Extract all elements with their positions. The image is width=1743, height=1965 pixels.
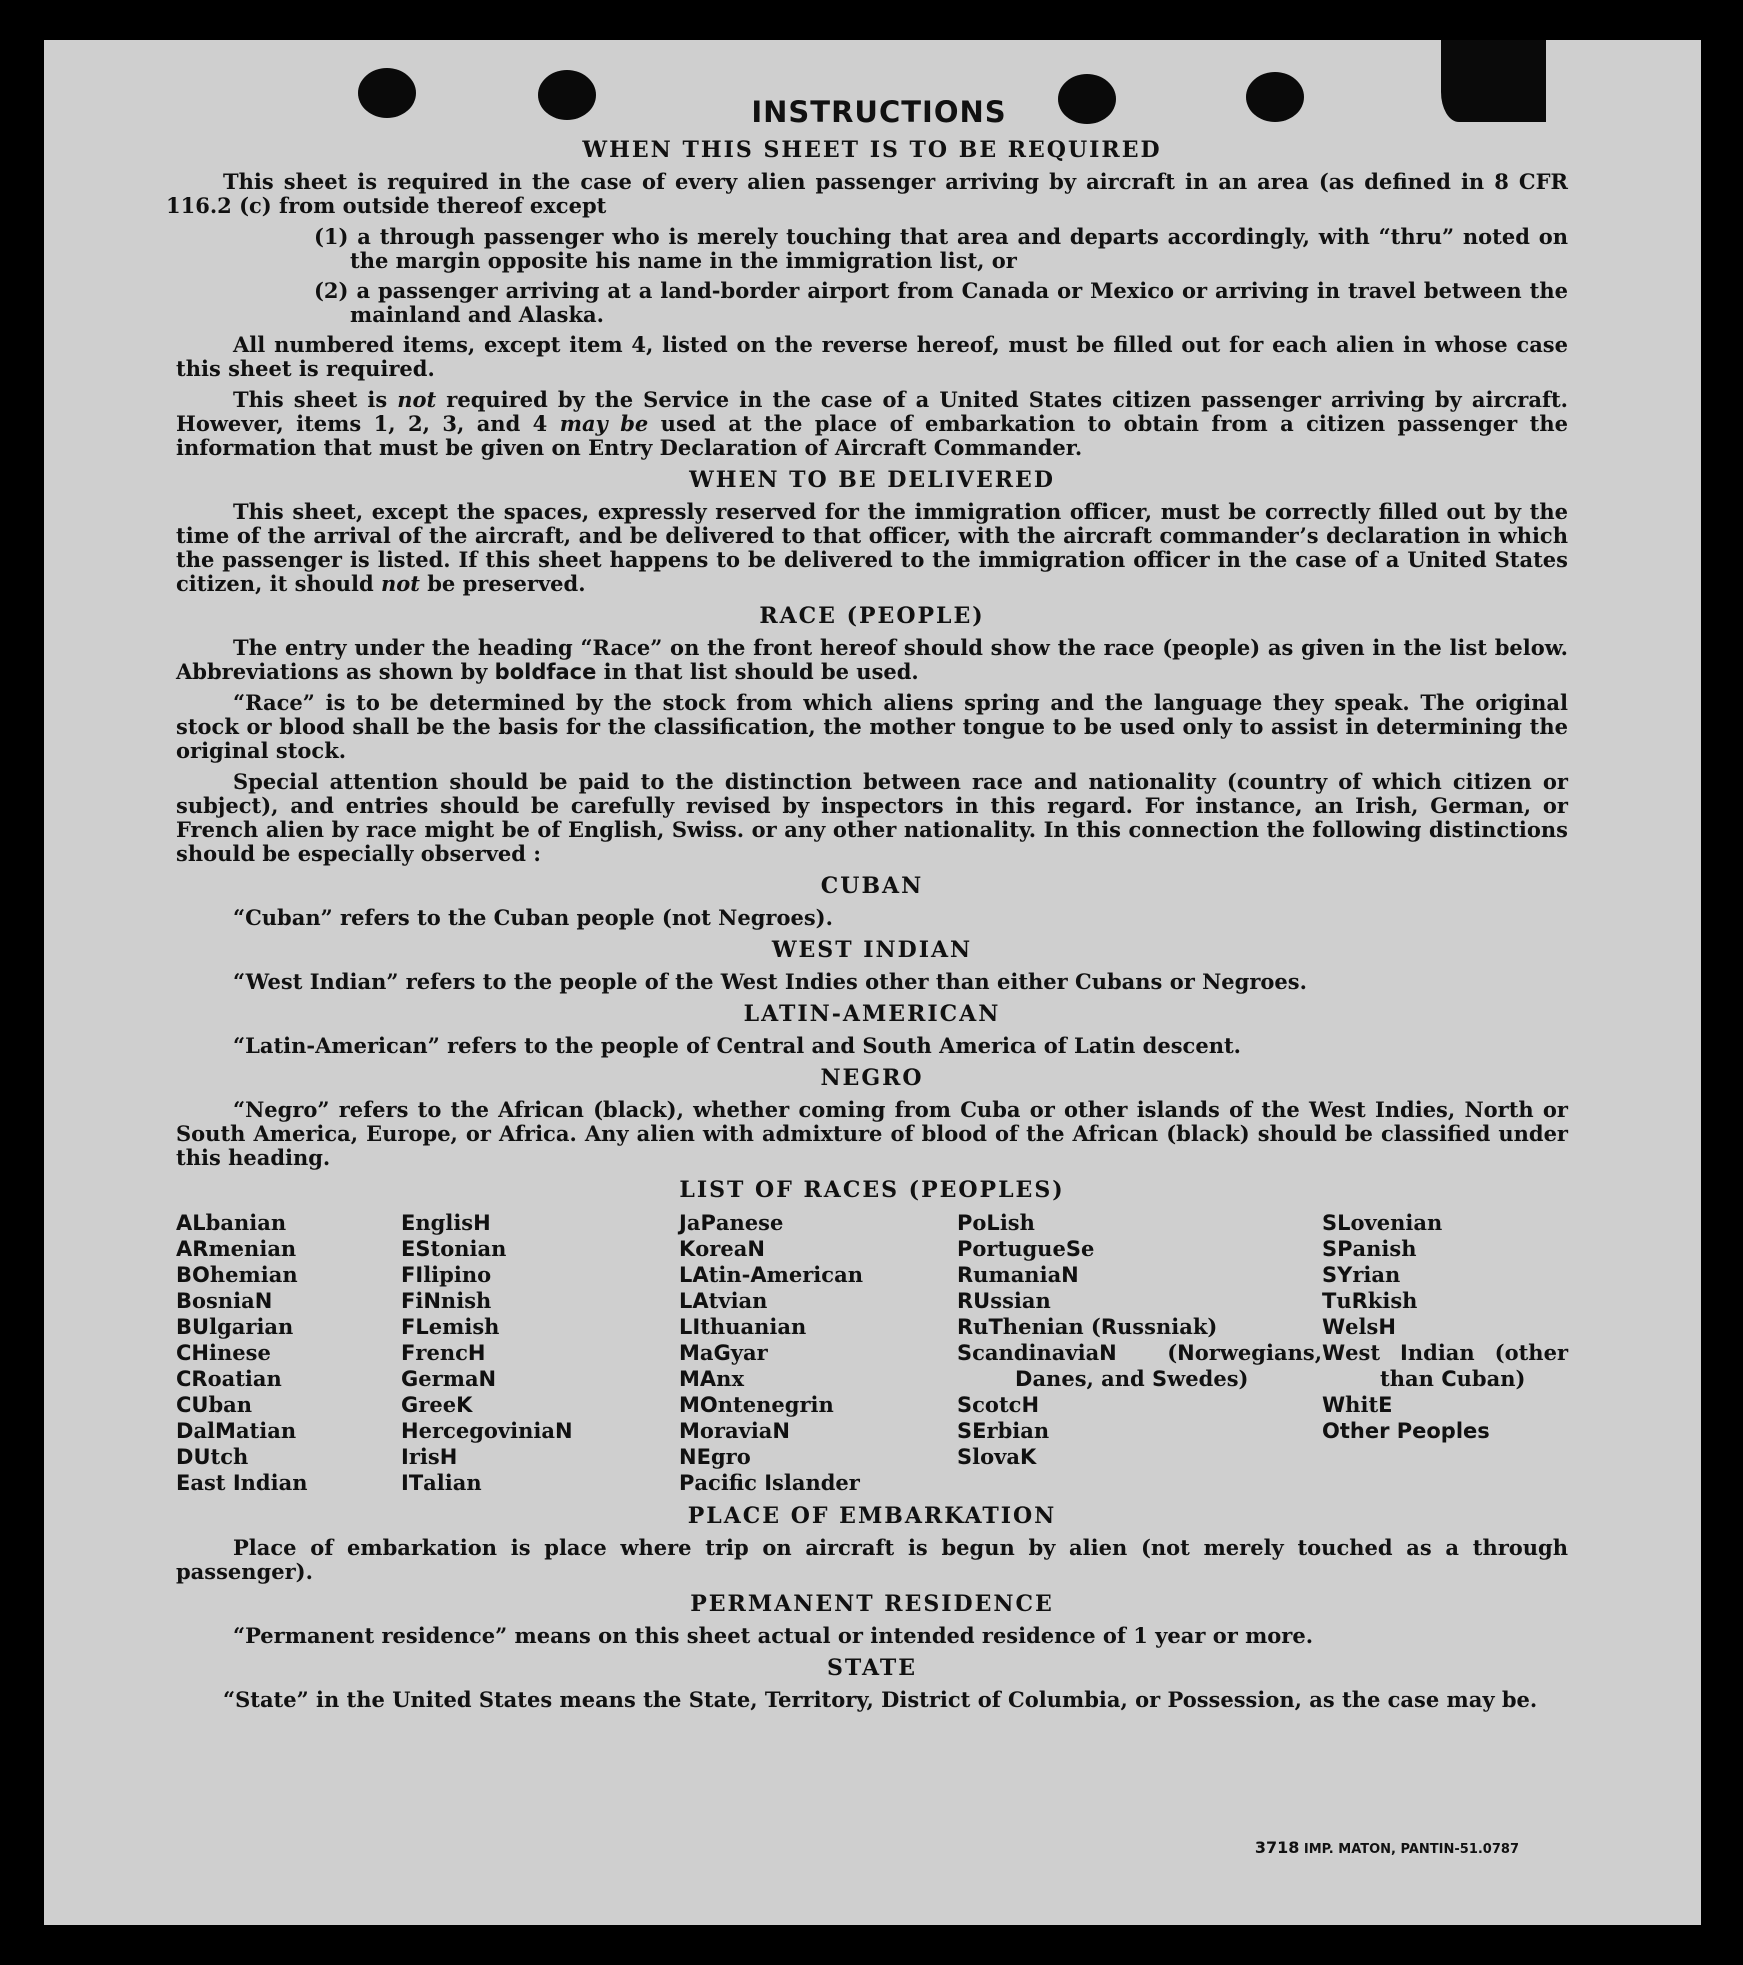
race-entry: MaGyar [679,1340,768,1365]
paragraph: Place of embarkation is place where trip on aircraft is begun by alien (not merely touched as a through passenger). [176,1535,1568,1584]
race-entry: EStonian [401,1236,507,1261]
paragraph: “Latin-American” refers to the people of Central and South America of Latin descent. [233,1033,1241,1058]
race-entry: JaPanese [679,1210,784,1235]
race-entry: East Indian [176,1470,308,1495]
heading-list-of-races: LIST OF RACES (PEOPLES) [679,1177,1065,1203]
race-entry: MAnx [679,1366,744,1391]
printer-imprint [1255,1838,1519,1857]
heading-when-delivered: WHEN TO BE DELIVERED [689,467,1055,493]
paragraph: This sheet is not required by the Service in the case of a United States citizen passenger arriving by aircraft. However, items 1, 2, 3, and 4 may be used at the place of embarkation to obtain from a citizen passenger the information that must be given on Entry Declaration of Aircraft Commander. [176,387,1568,460]
race-entry: WelsH [1322,1314,1396,1339]
races-column [679,1210,957,1496]
race-entry: LIthuanian [679,1314,807,1339]
race-entry: LAtin-American [679,1262,863,1287]
races-column [1322,1210,1568,1496]
heading-embarkation: PLACE OF EMBARKATION [687,1503,1057,1529]
paragraph: “West Indian” refers to the people of the West Indies other than either Cubans or Negroes. [233,969,1307,994]
heading-negro: NEGRO [820,1065,924,1091]
heading-west-indian: WEST INDIAN [771,937,973,963]
paragraph: “Cuban” refers to the Cuban people (not Negroes). [233,905,833,930]
paragraph: This sheet, except the spaces, expressly reserved for the immigration officer, must be correctly filled out by the time of the arrival of the aircraft, and be delivered to that officer, with the aircraft commander’s declaration in which the passenger is listed. If this sheet happens to be delivered to the immigration officer in the case of a United States citizen, it should not be preserved. [176,499,1568,596]
race-entry: PoLish [957,1210,1035,1235]
heading-state: STATE [826,1655,918,1681]
races-list [176,1210,1568,1496]
paragraph: “Permanent residence” means on this sheet actual or intended residence of 1 year or more. [233,1623,1314,1648]
races-column [176,1210,401,1496]
form-number: 3718 [1254,1838,1300,1857]
heading-residence: PERMANENT RESIDENCE [690,1591,1054,1617]
paragraph: This sheet is required in the case of every alien passenger arriving by aircraft in an area (as defined in 8 CFR 116.2 (c) from outside thereof except [166,169,1568,218]
race-entry: SlovaK [957,1444,1037,1469]
race-entry: MoraviaN [679,1418,790,1443]
races-column [957,1210,1322,1496]
list-item: (2) a passenger arriving at a land-border airport from Canada or Mexico or arriving in travel between the mainland and Alaska. [314,278,1568,327]
races-column [401,1210,679,1496]
heading-race: RACE (PEOPLE) [759,603,985,629]
race-entry: RumaniaN [957,1262,1079,1287]
heading-latin-american: LATIN-AMERICAN [743,1001,1001,1027]
race-entry: ALbanian [176,1210,287,1235]
paragraph: “State” in the United States means the State, Territory, District of Columbia, or Possession, as the case may be. [223,1687,1538,1712]
paragraph: “Race” is to be determined by the stock from which aliens spring and the language they speak. The original stock or blood shall be the basis for the classification, the mother tongue to be used only to assist in determining the original stock. [176,690,1568,763]
race-entry: Pacifc Islander [679,1470,860,1495]
race-entry: GermaN [401,1366,497,1391]
instructions-text [166,95,1569,1719]
race-entry: FrencH [401,1340,486,1365]
race-entry: NEgro [679,1444,751,1469]
race-entry: TuRkish [1322,1288,1418,1313]
race-entry: RUssian [957,1288,1051,1313]
race-entry: ITalian [401,1470,482,1495]
paragraph: The entry under the heading “Race” on the front hereof should show the race (people) as given in the list below. Abbreviations as shown by boldface in that list should be used. [176,635,1568,684]
race-entry: FLemish [401,1314,500,1339]
race-entry: BOhemian [176,1262,298,1287]
race-entry: Other Peoples [1322,1419,1490,1443]
race-entry: DalMatian [176,1418,297,1443]
race-entry: ScotcH [957,1392,1040,1417]
list-item: (1) a through passenger who is merely touching that area and departs accordingly, with “thru” noted on the margin opposite his name in the immigration list, or [314,224,1568,273]
race-entry: ARmenian [176,1236,297,1261]
page-title: INSTRUCTIONS [751,95,1007,129]
race-entry: RuThenian (Russniak) [957,1314,1218,1339]
race-entry: ScandinaviaN (Norwegians, Danes, and Swedes) [957,1340,1322,1391]
race-entry: SLovenian [1322,1210,1443,1235]
race-entry: MOntenegrin [679,1392,834,1417]
race-entry: FIlipino [401,1262,492,1287]
race-entry: PortugueSe [957,1236,1095,1261]
imprint-text: IMP. MATON, PANTIN-51.0787 [1303,1842,1519,1857]
heading-cuban: CUBAN [820,873,924,899]
race-entry: BosniaN [176,1288,273,1313]
race-entry: West Indian (other than Cuban) [1322,1340,1569,1391]
heading-when-required: WHEN THIS SHEET IS TO BE REQUIRED [582,137,1162,163]
race-entry: FiNnish [401,1288,492,1313]
race-entry: CUban [176,1392,253,1417]
document-sheet [44,40,1701,1925]
race-entry: GreeK [401,1392,473,1417]
race-entry: DUtch [176,1444,249,1469]
race-entry: WhitE [1322,1392,1393,1417]
race-entry: BUlgarian [176,1314,294,1339]
paragraph: Special attention should be paid to the distinction between race and nationality (country of which citizen or subject), and entries should be carefully revised by inspectors in this regard. For instance, an Irish, German, or French alien by race might be of English, Swiss. or any other nationality. In this connection the following distinctions should be especially observed : [176,769,1568,866]
race-entry: SPanish [1322,1236,1417,1261]
race-entry: LAtvian [679,1288,768,1313]
race-entry: HercegoviniaN [401,1418,573,1443]
race-entry: CRoatian [176,1366,282,1391]
race-entry: SYrian [1322,1262,1401,1287]
race-entry: SErbian [957,1418,1050,1443]
race-entry: CHinese [176,1340,271,1365]
paragraph: “Negro” refers to the African (black), whether coming from Cuba or other islands of the West Indies, North or South America, Europe, or Africa. Any alien with admixture of blood of the African (black) should be classified under this heading. [176,1097,1568,1170]
race-entry: EnglisH [401,1210,491,1235]
paragraph: All numbered items, except item 4, listed on the reverse hereof, must be filled out for each alien in whose case this sheet is required. [176,332,1568,381]
race-entry: IrisH [401,1444,458,1469]
race-entry: KoreaN [679,1236,765,1261]
